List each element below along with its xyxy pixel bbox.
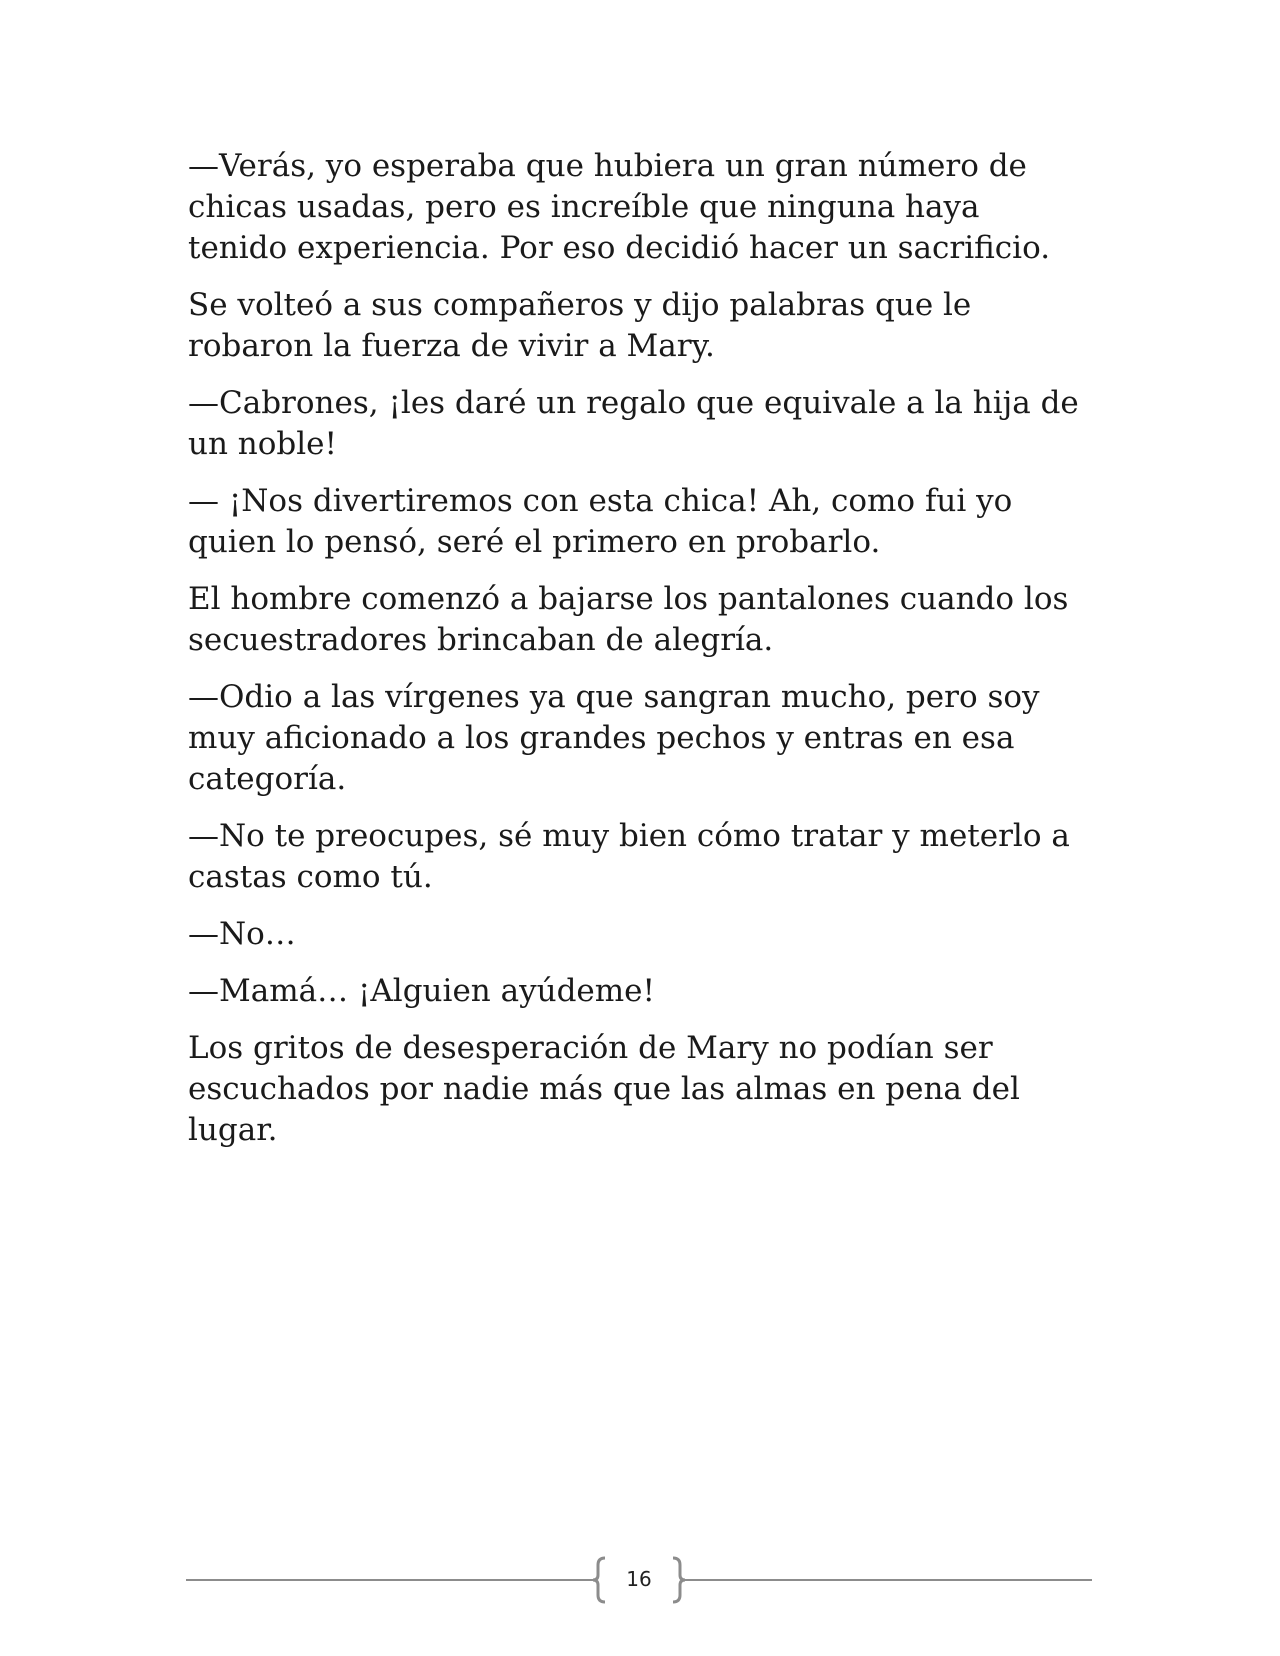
- page-number: 16: [626, 1567, 652, 1591]
- paragraph: —No…: [188, 916, 296, 952]
- footer-rule-right: [684, 1579, 1092, 1581]
- paragraph: Se volteó a sus compañeros y dijo palabras que le robaron la fuerza de vivir a Mary.: [188, 287, 972, 364]
- paragraph: — ¡Nos divertiremos con esta chica! Ah, como fui yo quien lo pensó, seré el primero en probarlo.: [188, 483, 1013, 560]
- paragraph: —Mamá… ¡Alguien ayúdeme!: [188, 973, 655, 1009]
- paragraph: —No te preocupes, sé muy bien cómo tratar y meterlo a castas como tú.: [188, 818, 1070, 895]
- page-footer: [186, 1555, 1092, 1605]
- paragraph: El hombre comenzó a bajarse los pantalones cuando los secuestradores brincaban de alegría.: [188, 581, 1069, 658]
- paragraph: —Odio a las vírgenes ya que sangran mucho, pero soy muy aficionado a los grandes pechos y entras en esa categoría.: [188, 679, 1040, 797]
- paragraph: Los gritos de desesperación de Mary no podían ser escuchados por nadie más que las almas en pena del lugar.: [188, 1030, 1020, 1148]
- left-brace-icon: [590, 1555, 610, 1605]
- footer-rule-left: [186, 1579, 594, 1581]
- paragraph: —Verás, yo esperaba que hubiera un gran número de chicas usadas, pero es increíble que ninguna haya tenido experiencia. Por eso decidió hacer un sacrificio.: [188, 148, 1051, 266]
- paragraph: —Cabrones, ¡les daré un regalo que equivale a la hija de un noble!: [188, 385, 1079, 462]
- body-text: [188, 146, 1088, 1167]
